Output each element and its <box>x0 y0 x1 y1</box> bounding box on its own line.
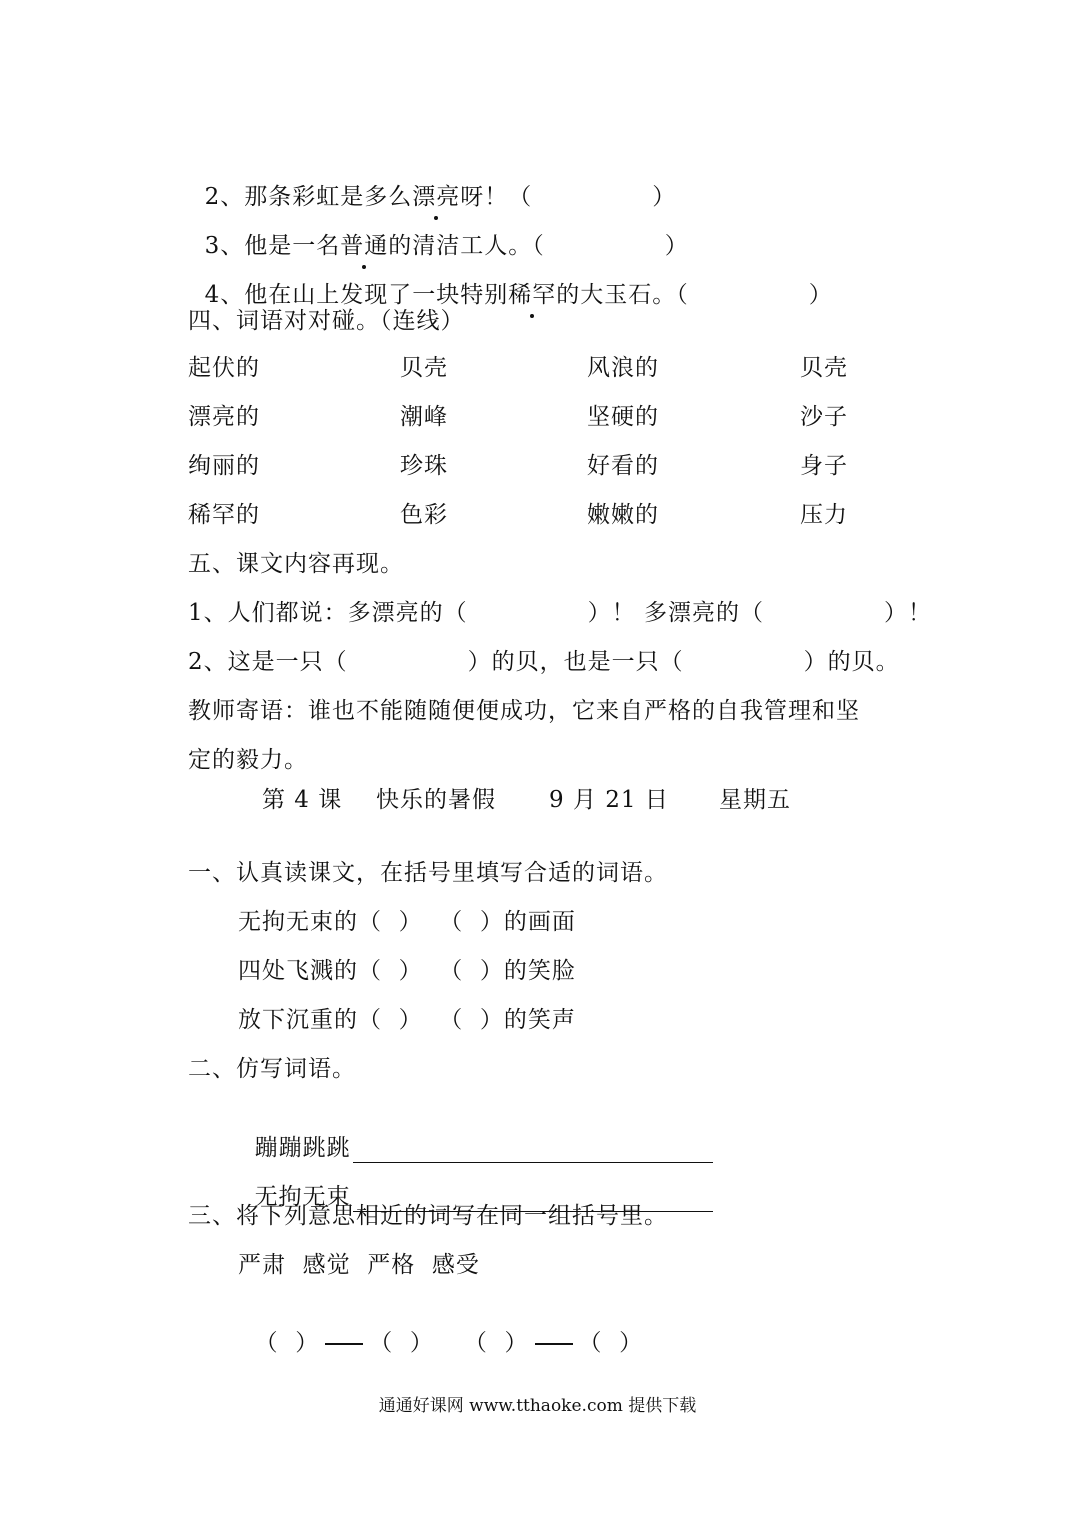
question-line <box>188 250 833 310</box>
section-title: 五、课文内容再现。 <box>188 551 404 577</box>
answer-blank[interactable]: 的清洁工人。（ ） <box>388 233 689 259</box>
match-word[interactable]: 风浪的 <box>587 355 659 381</box>
match-word[interactable]: 嫩嫩的 <box>587 502 659 528</box>
page-footer: 通通好课网 www.tthaoke.com 提供下载 <box>378 1396 697 1416</box>
lesson-number: 第 4 课 <box>262 787 343 813</box>
match-word[interactable]: 坚硬的 <box>587 404 659 430</box>
match-word[interactable]: 绚丽的 <box>188 453 260 479</box>
fill-in-line[interactable]: 2、这是一只（ ）的贝，也是一只（ ）的贝。 <box>188 649 900 675</box>
match-word[interactable]: 色彩 <box>400 502 448 528</box>
teacher-note: 教师寄语：谁也不能随随便便成功，它来自严格的自我管理和坚 <box>188 698 860 724</box>
fill-in-line[interactable]: 1、人们都说：多漂亮的（ ）！ 多漂亮的（ ）！ <box>188 600 932 626</box>
dash-connector <box>325 1343 363 1345</box>
match-word[interactable]: 沙子 <box>800 404 848 430</box>
matching-row <box>188 353 868 402</box>
pair-blank[interactable]: （ ） <box>254 1330 320 1356</box>
example-word: 无拘无束 <box>254 1184 351 1210</box>
dotted-word: 普通 <box>340 233 389 259</box>
section-title: 四、词语对对碰。（连线） <box>188 308 465 334</box>
match-word[interactable]: 贝壳 <box>400 355 448 381</box>
match-word[interactable]: 珍珠 <box>400 453 448 479</box>
question-text: 2、那条彩虹是多么 <box>204 184 413 210</box>
lesson-title: 快乐的暑假 <box>376 787 496 813</box>
dotted-word: 漂亮 <box>412 184 461 210</box>
lesson-weekday: 星期五 <box>719 787 791 813</box>
match-word[interactable]: 身子 <box>800 453 848 479</box>
pair-blank[interactable]: （ ） <box>369 1330 434 1356</box>
match-word[interactable]: 起伏的 <box>188 355 260 381</box>
match-word[interactable]: 压力 <box>800 502 848 528</box>
matching-row <box>188 402 868 451</box>
match-word[interactable]: 漂亮的 <box>188 404 260 430</box>
match-word[interactable]: 好看的 <box>587 453 659 479</box>
fill-in-line[interactable]: 无拘无束的（ ） （ ）的画面 <box>238 909 576 935</box>
example-word: 蹦蹦跳跳 <box>254 1135 351 1161</box>
word-list: 严肃 感觉 严格 感受 <box>238 1252 480 1278</box>
question-text: 3、他是一名 <box>204 233 341 259</box>
section-title: 二、仿写词语。 <box>188 1056 356 1082</box>
lesson-date: 9 月 21 日 <box>549 787 669 813</box>
match-word[interactable]: 贝壳 <box>800 355 848 381</box>
matching-row <box>188 451 868 500</box>
pair-line <box>238 1298 643 1358</box>
section-title: 一、认真读课文，在括号里填写合适的词语。 <box>188 860 668 886</box>
dotted-word: 稀罕 <box>508 282 557 308</box>
match-word[interactable]: 稀罕的 <box>188 502 260 528</box>
fill-in-line[interactable]: 放下沉重的（ ） （ ）的笑声 <box>238 1007 576 1033</box>
matching-row <box>188 500 868 549</box>
fill-in-line[interactable]: 四处飞溅的（ ） （ ）的笑脸 <box>238 958 576 984</box>
answer-blank[interactable]: 的大玉石。（ ） <box>556 282 833 308</box>
matching-grid <box>188 353 868 549</box>
teacher-note: 定的毅力。 <box>188 747 308 773</box>
dash-connector <box>535 1343 573 1345</box>
section-title: 三、将下列意思相近的词写在同一组括号里。 <box>188 1203 668 1229</box>
pair-blank[interactable]: （ ） <box>578 1330 644 1356</box>
answer-blank[interactable]: 呀！（ ） <box>460 184 677 210</box>
question-text: 4、他在山上发现了一块特别 <box>204 282 509 308</box>
match-word[interactable]: 潮峰 <box>400 404 448 430</box>
pair-blank[interactable]: （ ） <box>463 1330 529 1356</box>
